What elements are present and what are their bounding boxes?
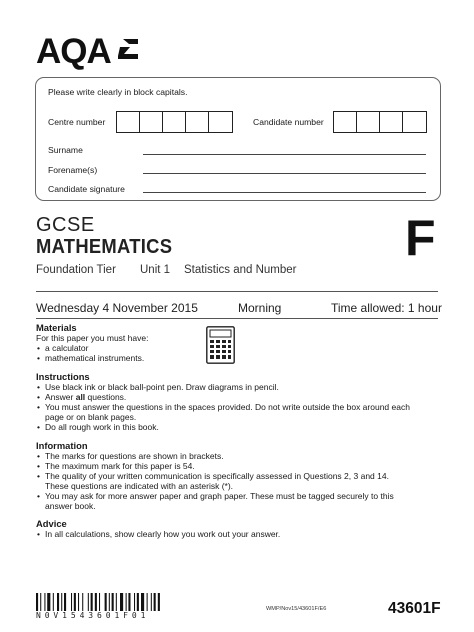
- paper-code: 43601F: [388, 600, 441, 617]
- instructions-item-continued: page or on blank pages.: [45, 412, 137, 422]
- information-item: • You may ask for more answer paper and graph paper. These must be tagged securely to this: [37, 491, 394, 501]
- candidate-number-boxes[interactable]: [333, 111, 427, 133]
- instructions-item: • Do all rough work in this book.: [37, 422, 159, 432]
- candidate-number-digit[interactable]: [357, 112, 380, 132]
- surname-label: Surname: [48, 145, 83, 155]
- centre-number-digit[interactable]: [163, 112, 186, 132]
- information-item-continued: answer book.: [45, 501, 96, 511]
- time-allowed: Time allowed: 1 hour: [331, 301, 442, 315]
- advice-heading: Advice: [36, 518, 67, 529]
- surname-line[interactable]: [143, 154, 426, 155]
- centre-number-digit[interactable]: [186, 112, 209, 132]
- unit-title: Statistics and Number: [184, 264, 297, 276]
- calculator-icon: [206, 326, 235, 364]
- instructions-item: • Use black ink or black ball-point pen. Draw diagrams in pencil.: [37, 382, 279, 392]
- materials-heading: Materials: [36, 322, 77, 333]
- barcode-graphic-icon: [36, 593, 202, 611]
- information-item: • The quality of your written communication is specifically assessed in Questions 2, 3 and 14.: [37, 471, 389, 481]
- candidate-box-intro: Please write clearly in block capitals.: [48, 87, 188, 97]
- centre-number-label: Centre number: [48, 117, 106, 127]
- materials-item: • a calculator: [37, 343, 89, 353]
- unit-number: Unit 1: [140, 264, 171, 276]
- logo-text: AQA: [36, 32, 111, 71]
- information-item: • The maximum mark for this paper is 54.: [37, 461, 195, 471]
- information-item: • The marks for questions are shown in brackets.: [37, 451, 224, 461]
- candidate-number-digit[interactable]: [380, 112, 403, 132]
- instructions-item: • Answer all questions.: [37, 392, 127, 402]
- instructions-item: • You must answer the questions in the spaces provided. Do not write outside the box around each: [37, 402, 410, 412]
- candidate-number-digit[interactable]: [403, 112, 426, 132]
- qualification-title: GCSE: [36, 214, 95, 236]
- candidate-details-box: [35, 77, 441, 201]
- materials-intro: For this paper you must have:: [36, 333, 149, 343]
- information-heading: Information: [36, 440, 88, 451]
- advice-item: • In all calculations, show clearly how you work out your answer.: [37, 529, 281, 539]
- centre-number-digit[interactable]: [209, 112, 232, 132]
- aqa-logo: [36, 34, 139, 70]
- barcode-number: N0V1543601F01: [36, 611, 150, 620]
- exam-date: Wednesday 4 November 2015: [36, 301, 198, 315]
- forenames-label: Forename(s): [48, 165, 98, 175]
- materials-item: • mathematical instruments.: [37, 353, 145, 363]
- signature-line[interactable]: [143, 192, 426, 193]
- subject-title: MATHEMATICS: [36, 236, 173, 258]
- candidate-number-label: Candidate number: [253, 117, 324, 127]
- signature-label: Candidate signature: [48, 184, 125, 194]
- tier-name: Foundation Tier: [36, 264, 116, 276]
- candidate-number-digit[interactable]: [334, 112, 357, 132]
- forenames-line[interactable]: [143, 173, 426, 174]
- aqa-logo-mark-icon: [117, 38, 139, 60]
- exam-session: Morning: [238, 301, 282, 315]
- divider-bottom: [36, 318, 438, 319]
- tier-letter: F: [405, 210, 436, 266]
- centre-number-digit[interactable]: [117, 112, 140, 132]
- information-item-continued: These questions are indicated with an asterisk (*).: [45, 481, 234, 491]
- centre-number-boxes[interactable]: [116, 111, 233, 133]
- centre-number-digit[interactable]: [140, 112, 163, 132]
- divider-top: [36, 291, 438, 292]
- instructions-heading: Instructions: [36, 371, 90, 382]
- paper-reference: WMP/Nov15/43601F/E6: [266, 606, 327, 612]
